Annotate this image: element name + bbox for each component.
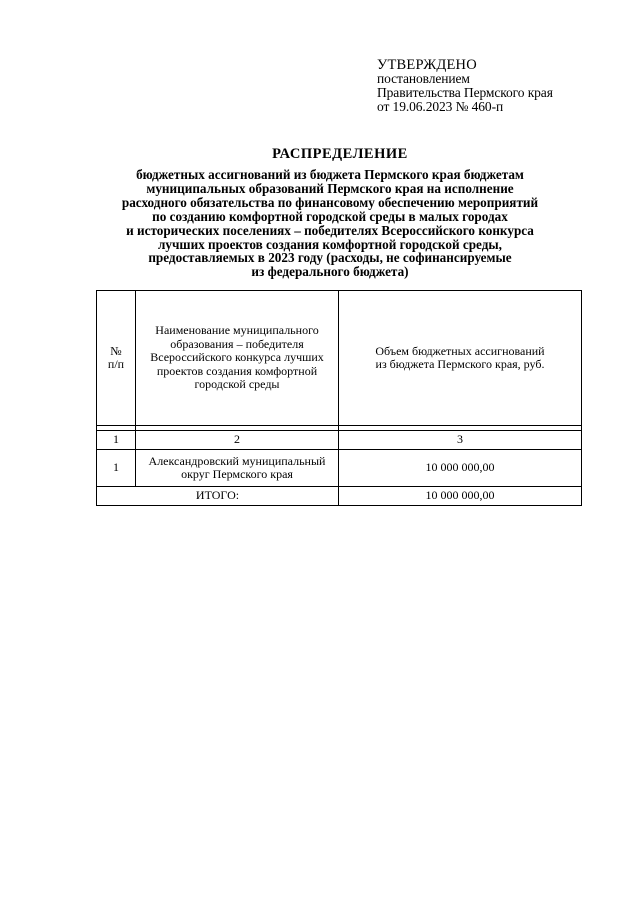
approval-line-government: Правительства Пермского края — [377, 85, 553, 100]
subtitle-line: муниципальных образований Пермского края на исполнение — [146, 180, 514, 196]
table-header-row — [97, 291, 582, 426]
total-row — [97, 487, 582, 506]
header-text-line: образования – победителя — [170, 336, 304, 351]
document-subtitle — [80, 168, 580, 279]
header-text-line: из бюджета Пермского края, руб. — [375, 357, 545, 371]
approval-line-date-number: от 19.06.2023 № 460-п — [377, 99, 504, 114]
row-amount: 10 000 000,00 — [339, 450, 582, 487]
total-amount: 10 000 000,00 — [339, 487, 582, 506]
column-number-2: 2 — [136, 431, 339, 450]
header-text-line: городской среды — [194, 377, 280, 392]
header-number — [97, 291, 136, 426]
total-label: ИТОГО: — [97, 487, 339, 506]
subtitle-line: из федерального бюджета) — [251, 264, 409, 280]
column-number-1: 1 — [97, 431, 136, 450]
row-municipality-name — [136, 450, 339, 487]
subtitle-line: по созданию комфортной городской среды в малых городах — [152, 208, 508, 224]
subtitle-line: предоставляемых в 2023 году (расходы, не софинансируемые — [148, 250, 512, 266]
subtitle-line: и исторических поселениях – победителях Всероссийского конкурса — [126, 222, 534, 238]
header-text-line: проектов создания комфортной — [156, 363, 318, 378]
header-municipality-name — [136, 291, 339, 426]
table-row — [97, 450, 582, 487]
header-amount — [339, 291, 582, 426]
header-text-line: Всероссийского конкурса лучших — [150, 350, 324, 365]
subtitle-line: расходного обязательства по финансовому обеспечению мероприятий — [121, 194, 539, 210]
budget-allocation-table — [96, 290, 582, 506]
subtitle-line: лучших проектов создания комфортной городской среды, — [158, 236, 502, 252]
column-numbers-row — [97, 431, 582, 450]
municipality-name-line: Александровский муниципальный — [148, 453, 326, 468]
column-number-3: 3 — [339, 431, 582, 450]
document-title: РАСПРЕДЕЛЕНИЕ — [272, 146, 408, 162]
header-number-sign: № — [110, 343, 122, 358]
subtitle-line: бюджетных ассигнований из бюджета Пермского края бюджетам — [136, 167, 524, 182]
approval-block — [377, 58, 617, 114]
approval-line-decree: постановлением — [377, 71, 470, 86]
row-number: 1 — [97, 450, 136, 487]
approval-status: УТВЕРЖДЕНО — [377, 57, 477, 73]
header-text-line: Наименование муниципального — [155, 323, 319, 338]
municipality-name-line: округ Пермского края — [181, 467, 293, 481]
header-number-abbr: п/п — [107, 357, 125, 371]
header-text-line: Объем бюджетных ассигнований — [375, 343, 545, 358]
